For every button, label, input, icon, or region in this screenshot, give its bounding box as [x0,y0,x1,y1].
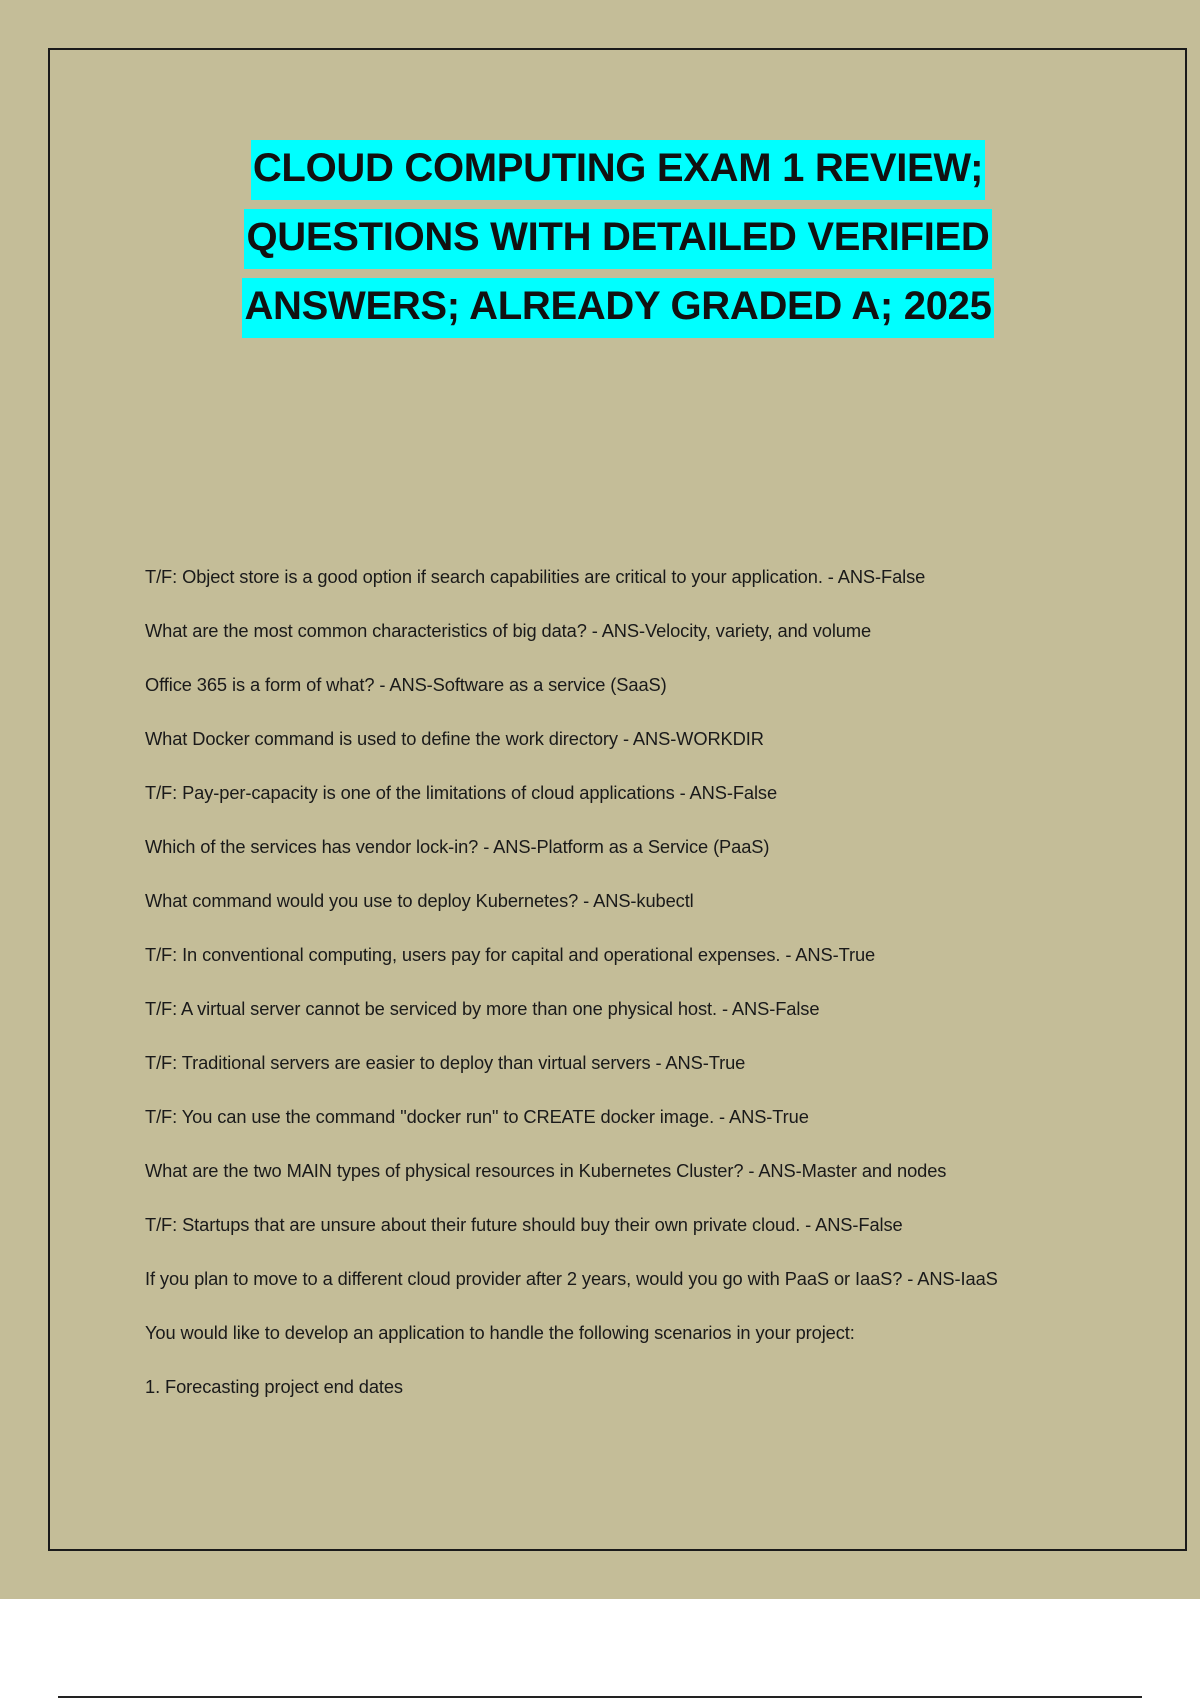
qa-item: Office 365 is a form of what? - ANS-Software as a service (SaaS) [145,674,667,695]
qa-item: What are the most common characteristics of big data? - ANS-Velocity, variety, and volume [145,620,872,641]
qa-item: T/F: You can use the command "docker run" to CREATE docker image. - ANS-True [145,1106,809,1127]
qa-item: What Docker command is used to define the work directory - ANS-WORKDIR [145,728,764,749]
title-line-3: ANSWERS; ALREADY GRADED A; 2025 [242,278,993,338]
footer-divider [58,1696,1142,1698]
qa-item: T/F: A virtual server cannot be serviced by more than one physical host. - ANS-False [145,998,820,1019]
question-answer-list [145,564,1065,1428]
qa-item: If you plan to move to a different cloud provider after 2 years, would you go with PaaS or IaaS? - ANS-IaaS [145,1268,998,1289]
document-title [0,140,1200,347]
qa-item: T/F: Object store is a good option if search capabilities are critical to your application. - ANS-False [145,566,926,587]
qa-item: T/F: Pay-per-capacity is one of the limitations of cloud applications - ANS-False [145,782,778,803]
title-line-1: CLOUD COMPUTING EXAM 1 REVIEW; [251,140,985,200]
title-line-2: QUESTIONS WITH DETAILED VERIFIED [244,209,991,269]
qa-item: 1. Forecasting project end dates [145,1376,403,1397]
qa-item: What are the two MAIN types of physical resources in Kubernetes Cluster? - ANS-Master and nodes [145,1160,947,1181]
qa-item: T/F: Traditional servers are easier to deploy than virtual servers - ANS-True [145,1052,746,1073]
qa-item: T/F: In conventional computing, users pay for capital and operational expenses. - ANS-True [145,944,876,965]
qa-item: What command would you use to deploy Kubernetes? - ANS-kubectl [145,890,694,911]
qa-item: You would like to develop an application to handle the following scenarios in your project: [145,1322,855,1343]
qa-item: Which of the services has vendor lock-in? - ANS-Platform as a Service (PaaS) [145,836,770,857]
qa-item: T/F: Startups that are unsure about their future should buy their own private cloud. - ANS-False [145,1214,903,1235]
